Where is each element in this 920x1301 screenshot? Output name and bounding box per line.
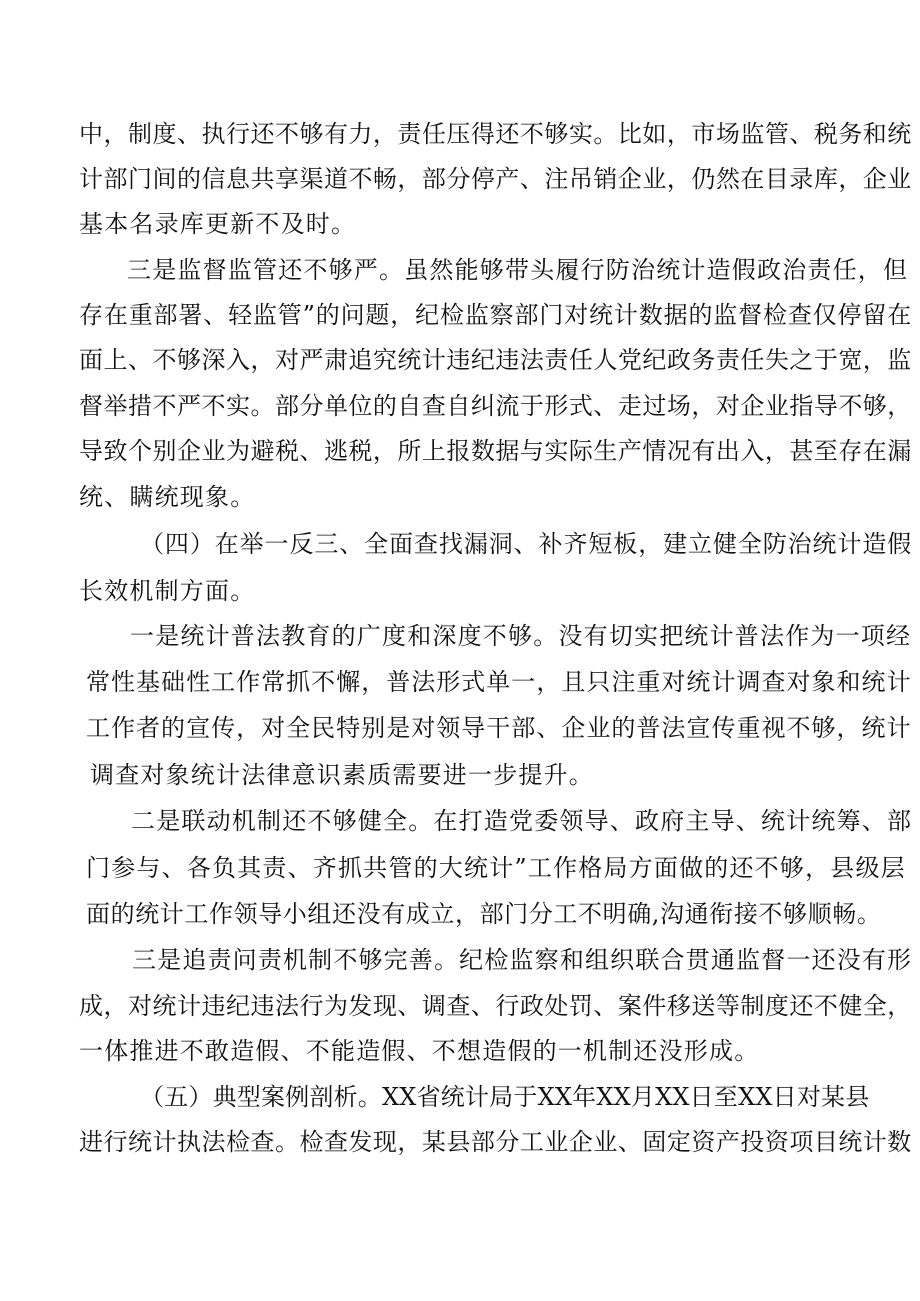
text-line: 工作者的宣传，对全民特别是对领导干部、企业的普法宣传重视不够，统计 xyxy=(86,714,912,742)
text-line: 一是统计普法教育的广度和深度不够。没有切实把统计普法作为一项经 xyxy=(130,622,912,650)
text-line: 基本名录库更新不及时。 xyxy=(79,210,357,238)
text-line: 存在重部署、轻监管”的问题，纪检监察部门对统计数据的监督检查仅停留在 xyxy=(79,301,913,329)
text-line: 三是追责问责机制不够完善。纪检监察和组织联合贯通监督一还没有形 xyxy=(132,946,913,974)
text-line: 一体推进不敢造假、不能造假、不想造假的一机制还没形成。 xyxy=(79,1037,760,1065)
section-heading: 长效机制方面。 xyxy=(79,577,256,605)
text-line: 三是监督监管还不够严。虽然能够带头履行防治统计造假政治责任，但 xyxy=(127,256,909,284)
section-heading: （五）典型案例剖析。XX省统计局于XX年XX月XX日至XX日对某县 xyxy=(140,1083,870,1111)
text-line: 督举措不严不实。部分单位的自查自纠流于形式、走过场，对企业指导不够， xyxy=(79,392,912,420)
section-heading: （四）在举一反三、全面查找漏洞、补齐短板，建立健全防治统计造假 xyxy=(140,530,913,558)
text-line: 成，对统计违纪违法行为发现、调查、行政处罚、案件移送等制度还不健全， xyxy=(79,992,912,1020)
text-line: 计部门间的信息共享渠道不畅，部分停产、注吊销企业，仍然在目录库，企业 xyxy=(79,165,912,193)
text-line: 进行统计执法检查。检查发现，某县部分工业企业、固定资产投资项目统计数 xyxy=(79,1128,912,1156)
text-line: 调查对象统计法律意识素质需要进一步提升。 xyxy=(90,761,594,789)
text-line: 面的统计工作领导小组还没有成立，部门分工不明确,沟通衔接不够顺畅。 xyxy=(86,900,882,928)
text-line: 统、瞒统现象。 xyxy=(79,483,256,511)
text-line: 门参与、各负其责、齐抓共管的大统计”工作格局方面做的还不够，县级层 xyxy=(86,854,906,882)
text-line: 导致个别企业为避税、逃税，所上报数据与实际生产情况有出入，甚至存在漏 xyxy=(79,437,912,465)
text-line: 中，制度、执行还不够有力，责任压得还不够实。比如，市场监管、税务和统 xyxy=(79,120,912,148)
text-line: 面上、不够深入，对严肃追究统计违纪违法责任人党纪政务责任失之于宽，监 xyxy=(79,346,912,374)
text-line: 常性基础性工作常抓不懈，普法形式单一，且只注重对统计调查对象和统计 xyxy=(86,668,912,696)
text-line: 二是联动机制还不够健全。在打造党委领导、政府主导、统计统筹、部 xyxy=(131,807,913,835)
